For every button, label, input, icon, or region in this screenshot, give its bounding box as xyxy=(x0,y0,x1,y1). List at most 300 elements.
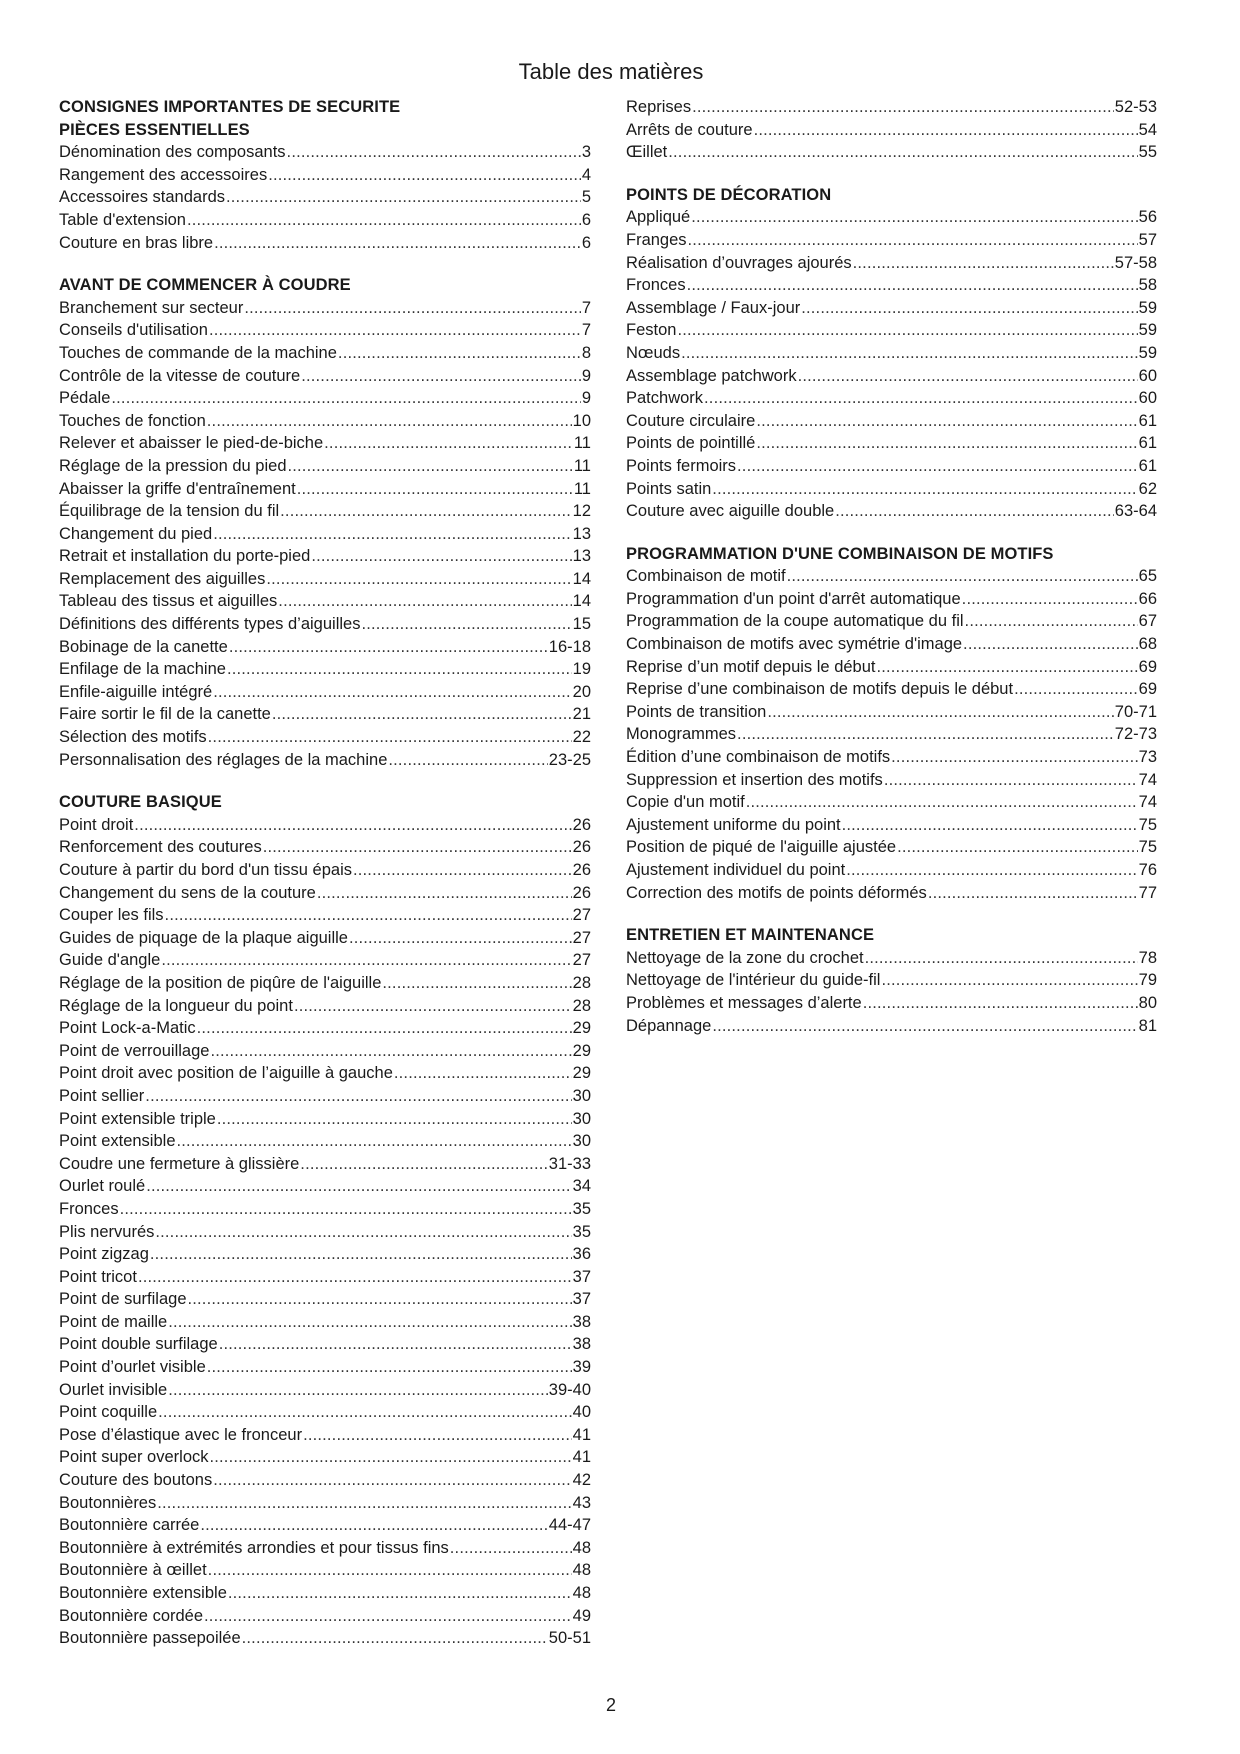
toc-entry-label: Branchement sur secteur xyxy=(59,298,244,317)
dot-leader xyxy=(835,500,1114,523)
toc-entry[interactable] xyxy=(626,836,1157,859)
toc-entry-page: 59 xyxy=(1138,298,1157,317)
toc-entry[interactable] xyxy=(626,319,1157,342)
toc-entry[interactable] xyxy=(59,387,591,410)
dot-leader xyxy=(338,342,581,365)
toc-entry[interactable] xyxy=(626,229,1157,252)
dot-leader xyxy=(207,410,572,433)
toc-entry-label: Faire sortir le fil de la canette xyxy=(59,705,271,724)
dot-leader xyxy=(963,633,1138,656)
toc-entry-page: 60 xyxy=(1138,366,1157,385)
toc-entry[interactable] xyxy=(59,478,591,501)
toc-entry[interactable] xyxy=(626,791,1157,814)
toc-entry[interactable] xyxy=(626,678,1157,701)
toc-entry-label: Pose d’élastique avec le fronceur xyxy=(59,1425,303,1444)
toc-entry-page: 36 xyxy=(572,1245,591,1264)
toc-entry[interactable] xyxy=(59,882,591,905)
dot-leader xyxy=(280,500,571,523)
toc-entry-label: Assemblage patchwork xyxy=(626,366,797,385)
toc-column-right xyxy=(626,96,1157,1057)
toc-entry-page: 31-33 xyxy=(548,1154,591,1173)
toc-entry-label: Réglage de la position de piqûre de l'aiguille xyxy=(59,973,382,992)
toc-entry-page: 42 xyxy=(572,1471,591,1490)
toc-entry-page: 55 xyxy=(1138,143,1157,162)
toc-entry-label: Œillet xyxy=(626,143,668,162)
dot-leader xyxy=(691,206,1137,229)
toc-entry[interactable] xyxy=(626,432,1157,455)
toc-entry-page: 30 xyxy=(572,1086,591,1105)
toc-entry-page: 74 xyxy=(1138,770,1157,789)
toc-entry-label: Couture des boutons xyxy=(59,1471,213,1490)
toc-section xyxy=(626,924,1157,1037)
toc-entry[interactable] xyxy=(59,1401,591,1424)
toc-entry-label: Ourlet invisible xyxy=(59,1380,168,1399)
toc-entry[interactable] xyxy=(626,701,1157,724)
toc-entry-page: 61 xyxy=(1138,434,1157,453)
toc-entry[interactable] xyxy=(59,1266,591,1289)
dot-leader xyxy=(120,1198,572,1221)
toc-entry-label: Enfile-aiguille intégré xyxy=(59,682,213,701)
toc-entry-label: Problèmes et messages d’alerte xyxy=(626,993,862,1012)
toc-entry[interactable] xyxy=(59,500,591,523)
toc-entry[interactable] xyxy=(59,1605,591,1628)
toc-entry-label: Ajustement uniforme du point xyxy=(626,815,841,834)
toc-entry-page: 26 xyxy=(572,838,591,857)
toc-entry[interactable] xyxy=(59,859,591,882)
toc-entry[interactable] xyxy=(59,1492,591,1515)
toc-entry-label: Plis nervurés xyxy=(59,1222,155,1241)
toc-entry[interactable] xyxy=(59,658,591,681)
section-heading: PROGRAMMATION D'UNE COMBINAISON DE MOTIFS xyxy=(626,544,1054,563)
toc-entry-page: 5 xyxy=(581,188,591,207)
toc-entry-page: 15 xyxy=(572,615,591,634)
toc-entry-page: 8 xyxy=(581,343,591,362)
dot-leader xyxy=(213,681,571,704)
dot-leader xyxy=(300,1153,548,1176)
toc-entry[interactable] xyxy=(59,949,591,972)
toc-entry-page: 60 xyxy=(1138,389,1157,408)
toc-entry-page: 48 xyxy=(572,1584,591,1602)
dot-leader xyxy=(382,972,571,995)
toc-entry-label: Programmation d'un point d'arrêt automatique xyxy=(626,589,961,608)
toc-entry[interactable] xyxy=(626,387,1157,410)
toc-entry[interactable] xyxy=(59,613,591,636)
toc-entry-page: 11 xyxy=(573,456,591,475)
toc-entry-page: 11 xyxy=(573,434,591,453)
toc-entry-page: 14 xyxy=(572,592,591,611)
toc-entry-label: Définitions des différents types d’aiguilles xyxy=(59,615,361,634)
toc-entry-label: Guide d'angle xyxy=(59,951,161,970)
toc-entry-page: 79 xyxy=(1138,971,1157,990)
toc-entry-page: 72-73 xyxy=(1114,725,1157,744)
toc-entry[interactable] xyxy=(59,410,591,433)
toc-entry-label: Accessoires standards xyxy=(59,188,225,207)
toc-entry[interactable] xyxy=(626,252,1157,275)
toc-entry[interactable] xyxy=(626,1015,1157,1038)
toc-entry-label: Touches de commande de la machine xyxy=(59,343,337,362)
toc-entry[interactable] xyxy=(626,455,1157,478)
toc-entry[interactable] xyxy=(626,882,1157,905)
toc-entry-page: 70-71 xyxy=(1114,702,1157,721)
toc-entry[interactable] xyxy=(59,1062,591,1085)
toc-entry[interactable] xyxy=(59,749,591,772)
toc-entry[interactable] xyxy=(626,656,1157,679)
toc-entry-page: 75 xyxy=(1138,815,1157,834)
toc-entry[interactable] xyxy=(59,1040,591,1063)
toc-entry-label: Nettoyage de la zone du crochet xyxy=(626,948,864,967)
toc-entry[interactable] xyxy=(59,681,591,704)
toc-entry[interactable] xyxy=(59,995,591,1018)
toc-entry[interactable] xyxy=(59,545,591,568)
dot-leader xyxy=(157,1492,571,1515)
toc-entry[interactable] xyxy=(59,141,591,164)
toc-entry-label: Relever et abaisser le pied-de-biche xyxy=(59,434,324,453)
toc-entry-label: Monogrammes xyxy=(626,725,737,744)
toc-entry[interactable] xyxy=(626,947,1157,970)
dot-leader xyxy=(210,1446,572,1469)
toc-entry-page: 39-40 xyxy=(548,1380,591,1399)
toc-entry-label: Ourlet roulé xyxy=(59,1177,146,1196)
toc-entry[interactable] xyxy=(626,297,1157,320)
toc-entry-page: 16-18 xyxy=(548,637,591,656)
dot-leader xyxy=(187,209,581,232)
toc-entry-page: 12 xyxy=(572,502,591,521)
dot-leader xyxy=(213,1469,571,1492)
toc-entry[interactable] xyxy=(59,568,591,591)
dot-leader xyxy=(317,882,572,905)
toc-entry-page: 27 xyxy=(572,951,591,970)
dot-leader xyxy=(207,1356,572,1379)
toc-entry[interactable] xyxy=(59,1379,591,1402)
toc-entry-page: 7 xyxy=(581,298,591,317)
toc-entry[interactable] xyxy=(59,1514,591,1537)
toc-entry[interactable] xyxy=(59,904,591,927)
toc-entry-label: Boutonnière extensible xyxy=(59,1584,227,1602)
dot-leader xyxy=(842,814,1138,837)
dot-leader xyxy=(268,164,581,187)
toc-entry[interactable] xyxy=(59,1221,591,1244)
toc-entry-page: 57-58 xyxy=(1114,253,1157,272)
dot-leader xyxy=(863,992,1138,1015)
dot-leader xyxy=(242,1627,548,1650)
toc-entry-page: 69 xyxy=(1138,657,1157,676)
toc-entry-label: Point super overlock xyxy=(59,1448,209,1467)
dot-leader xyxy=(767,701,1113,724)
dot-leader xyxy=(311,545,571,568)
toc-entry[interactable] xyxy=(59,1243,591,1266)
toc-section xyxy=(59,791,591,1650)
toc-entry[interactable] xyxy=(59,1537,591,1560)
toc-entry-page: 34 xyxy=(572,1177,591,1196)
toc-entry[interactable] xyxy=(626,96,1157,119)
toc-entry[interactable] xyxy=(59,319,591,342)
toc-entry[interactable] xyxy=(626,342,1157,365)
dot-leader xyxy=(111,387,580,410)
section-heading: PIÈCES ESSENTIELLES xyxy=(59,120,250,139)
toc-entry-page: 73 xyxy=(1138,748,1157,767)
toc-entry-label: Feston xyxy=(626,321,677,340)
toc-entry-label: Points satin xyxy=(626,479,712,498)
toc-entry-page: 62 xyxy=(1138,479,1157,498)
toc-entry[interactable] xyxy=(626,769,1157,792)
toc-entry[interactable] xyxy=(59,1198,591,1221)
toc-entry-label: Enfilage de la machine xyxy=(59,660,226,679)
dot-leader xyxy=(294,995,572,1018)
dot-leader xyxy=(668,141,1137,164)
toc-entry-label: Réglage de la pression du pied xyxy=(59,456,287,475)
toc-entry-page: 30 xyxy=(572,1132,591,1151)
toc-entry[interactable] xyxy=(59,814,591,837)
toc-entry-label: Réalisation d’ouvrages ajourés xyxy=(626,253,852,272)
toc-entry-label: Dénomination des composants xyxy=(59,143,286,162)
toc-entry-label: Points fermoirs xyxy=(626,456,737,475)
toc-entry[interactable] xyxy=(59,836,591,859)
toc-entry-page: 41 xyxy=(572,1448,591,1467)
toc-entry-page: 29 xyxy=(572,1041,591,1060)
toc-entry-page: 76 xyxy=(1138,861,1157,879)
toc-entry[interactable] xyxy=(626,274,1157,297)
toc-entry-label: Couture à partir du bord d'un tissu épais xyxy=(59,861,352,879)
toc-entry[interactable] xyxy=(626,610,1157,633)
toc-entry-page: 13 xyxy=(572,524,591,543)
toc-entry-label: Personnalisation des réglages de la machine xyxy=(59,750,388,769)
toc-entry[interactable] xyxy=(626,746,1157,769)
dot-leader xyxy=(161,949,571,972)
toc-entry-label: Point tricot xyxy=(59,1267,137,1286)
dot-leader xyxy=(158,1401,571,1424)
toc-entry-label: Couper les fils xyxy=(59,906,164,925)
toc-entry-page: 7 xyxy=(581,321,591,340)
dot-leader xyxy=(1014,678,1138,701)
dot-leader xyxy=(188,1288,572,1311)
toc-entry[interactable] xyxy=(59,232,591,255)
toc-entry-label: Assemblage / Faux-jour xyxy=(626,298,801,317)
dot-leader xyxy=(146,1175,571,1198)
toc-entry-label: Pédale xyxy=(59,389,111,408)
toc-section xyxy=(626,184,1157,523)
toc-entry-page: 11 xyxy=(573,479,591,498)
toc-entry-label: Suppression et insertion des motifs xyxy=(626,770,883,789)
section-heading: ENTRETIEN ET MAINTENANCE xyxy=(626,926,875,945)
toc-entry[interactable] xyxy=(59,1175,591,1198)
dot-leader xyxy=(244,297,580,320)
toc-entry-label: Remplacement des aiguilles xyxy=(59,569,266,588)
toc-entry-page: 19 xyxy=(572,660,591,679)
toc-entry[interactable] xyxy=(59,1108,591,1131)
dot-leader xyxy=(884,769,1138,792)
toc-entry-page: 10 xyxy=(572,411,591,430)
toc-entry-label: Combinaison de motif xyxy=(626,567,786,586)
toc-entry-label: Couture avec aiguille double xyxy=(626,502,835,521)
toc-entry-label: Équilibrage de la tension du fil xyxy=(59,502,280,521)
dot-leader xyxy=(962,588,1138,611)
dot-leader xyxy=(450,1537,572,1560)
dot-leader xyxy=(756,410,1137,433)
toc-entry-page: 66 xyxy=(1138,589,1157,608)
toc-entry-page: 58 xyxy=(1138,276,1157,295)
toc-entry-page: 75 xyxy=(1138,838,1157,857)
dot-leader xyxy=(353,859,572,882)
toc-section xyxy=(59,274,591,771)
page-title: Table des matières xyxy=(518,59,704,84)
toc-entry-page: 23-25 xyxy=(548,750,591,769)
toc-entry[interactable] xyxy=(626,206,1157,229)
toc-entry-label: Boutonnières xyxy=(59,1493,157,1512)
toc-entry-label: Copie d'un motif xyxy=(626,793,745,812)
toc-entry[interactable] xyxy=(59,455,591,478)
toc-entry-label: Touches de fonction xyxy=(59,411,206,430)
toc-entry[interactable] xyxy=(626,723,1157,746)
dot-leader xyxy=(208,726,572,749)
toc-entry[interactable] xyxy=(59,703,591,726)
toc-entry-label: Arrêts de couture xyxy=(626,120,753,139)
dot-leader xyxy=(168,1379,548,1402)
toc-entry[interactable] xyxy=(59,342,591,365)
dot-leader xyxy=(897,836,1138,859)
toc-entry-page: 61 xyxy=(1138,456,1157,475)
toc-entry[interactable] xyxy=(59,209,591,232)
toc-entry-page: 54 xyxy=(1138,120,1157,139)
toc-entry-label: Édition d’une combinaison de motifs xyxy=(626,748,891,767)
toc-entry[interactable] xyxy=(59,1153,591,1176)
toc-entry-page: 9 xyxy=(581,366,591,385)
dot-leader xyxy=(303,1424,572,1447)
toc-entry-page: 81 xyxy=(1138,1016,1157,1035)
toc-entry-label: Point sellier xyxy=(59,1086,145,1105)
toc-entry[interactable] xyxy=(59,1356,591,1379)
dot-leader xyxy=(145,1085,571,1108)
toc-entry[interactable] xyxy=(59,1333,591,1356)
toc-entry[interactable] xyxy=(59,432,591,455)
toc-entry[interactable] xyxy=(626,859,1157,882)
dot-leader xyxy=(853,252,1114,275)
toc-entry-page: 9 xyxy=(581,389,591,408)
dot-leader xyxy=(688,229,1138,252)
toc-entry-label: Point d’ourlet visible xyxy=(59,1358,206,1377)
toc-entry-page: 56 xyxy=(1138,208,1157,227)
toc-entry-label: Boutonnière à œillet xyxy=(59,1561,207,1580)
toc-entry[interactable] xyxy=(59,1627,591,1650)
toc-entry[interactable] xyxy=(59,1424,591,1447)
toc-entry[interactable] xyxy=(59,164,591,187)
dot-leader xyxy=(787,565,1138,588)
toc-entry-page: 35 xyxy=(572,1222,591,1241)
toc-entry[interactable] xyxy=(626,633,1157,656)
toc-entry-page: 29 xyxy=(572,1064,591,1083)
toc-entry-label: Changement du sens de la couture xyxy=(59,883,316,902)
dot-leader xyxy=(210,1040,571,1063)
toc-entry-label: Correction des motifs de points déformés xyxy=(626,883,927,902)
toc-entry-page: 38 xyxy=(572,1312,591,1331)
toc-entry[interactable] xyxy=(59,1085,591,1108)
toc-entry-label: Reprises xyxy=(626,98,692,116)
toc-entry[interactable] xyxy=(59,365,591,388)
toc-entry[interactable] xyxy=(626,969,1157,992)
toc-entry-page: 44-47 xyxy=(548,1516,591,1535)
toc-entry[interactable] xyxy=(59,186,591,209)
toc-entry[interactable] xyxy=(626,814,1157,837)
toc-entry[interactable] xyxy=(59,1017,591,1040)
toc-entry[interactable] xyxy=(626,565,1157,588)
dot-leader xyxy=(150,1243,572,1266)
toc-entry-page: 37 xyxy=(572,1267,591,1286)
dot-leader xyxy=(219,1333,572,1356)
toc-entry-page: 13 xyxy=(572,547,591,566)
dot-leader xyxy=(155,1221,571,1244)
toc-entry[interactable] xyxy=(59,297,591,320)
toc-entry[interactable] xyxy=(59,1130,591,1153)
toc-entry[interactable] xyxy=(626,141,1157,164)
dot-leader xyxy=(168,1311,571,1334)
toc-entry[interactable] xyxy=(59,972,591,995)
toc-entry[interactable] xyxy=(59,1311,591,1334)
toc-entry-page: 28 xyxy=(572,996,591,1015)
toc-entry[interactable] xyxy=(59,1582,591,1605)
toc-entry[interactable] xyxy=(626,588,1157,611)
dot-leader xyxy=(227,658,572,681)
toc-entry-label: Renforcement des coutures xyxy=(59,838,262,857)
dot-leader xyxy=(681,342,1138,365)
toc-entry-label: Patchwork xyxy=(626,389,704,408)
toc-entry-label: Point droit xyxy=(59,815,134,834)
toc-entry[interactable] xyxy=(59,636,591,659)
toc-section xyxy=(626,96,1157,164)
dot-leader xyxy=(266,568,571,591)
toc-entry-page: 67 xyxy=(1138,612,1157,631)
dot-leader xyxy=(134,814,571,837)
dot-leader xyxy=(361,613,571,636)
toc-entry[interactable] xyxy=(59,1446,591,1469)
toc-entry-page: 69 xyxy=(1138,680,1157,699)
toc-entry-page: 21 xyxy=(572,705,591,724)
toc-entry-label: Réglage de la longueur du point xyxy=(59,996,293,1015)
toc-entry[interactable] xyxy=(626,119,1157,142)
toc-entry[interactable] xyxy=(59,726,591,749)
toc-entry-label: Point extensible triple xyxy=(59,1109,216,1128)
section-heading: AVANT DE COMMENCER À COUDRE xyxy=(59,276,351,295)
toc-entry-label: Retrait et installation du porte-pied xyxy=(59,547,311,566)
toc-entry[interactable] xyxy=(59,1559,591,1582)
dot-leader xyxy=(263,836,572,859)
toc-entry[interactable] xyxy=(626,992,1157,1015)
dot-leader xyxy=(209,319,581,342)
toc-entry-page: 40 xyxy=(572,1403,591,1422)
toc-entry[interactable] xyxy=(626,365,1157,388)
dot-leader xyxy=(754,119,1138,142)
dot-leader xyxy=(287,141,581,164)
toc-entry-page: 39 xyxy=(572,1358,591,1377)
toc-entry[interactable] xyxy=(626,500,1157,523)
toc-entry-page: 74 xyxy=(1138,793,1157,812)
toc-entry[interactable] xyxy=(59,927,591,950)
dot-leader xyxy=(798,365,1138,388)
toc-entry-page: 37 xyxy=(572,1290,591,1309)
toc-entry-page: 80 xyxy=(1138,993,1157,1012)
toc-entry[interactable] xyxy=(59,523,591,546)
toc-entry-label: Rangement des accessoires xyxy=(59,165,268,184)
toc-entry[interactable] xyxy=(59,590,591,613)
dot-leader xyxy=(228,1582,572,1605)
toc-entry[interactable] xyxy=(59,1469,591,1492)
toc-entry[interactable] xyxy=(59,1288,591,1311)
toc-entry-label: Bobinage de la canette xyxy=(59,637,228,656)
toc-entry-page: 27 xyxy=(572,906,591,925)
toc-entry[interactable] xyxy=(626,478,1157,501)
toc-entry-label: Boutonnière passepoilée xyxy=(59,1629,241,1648)
toc-entry[interactable] xyxy=(626,410,1157,433)
dot-leader xyxy=(288,455,573,478)
dot-leader xyxy=(737,723,1114,746)
